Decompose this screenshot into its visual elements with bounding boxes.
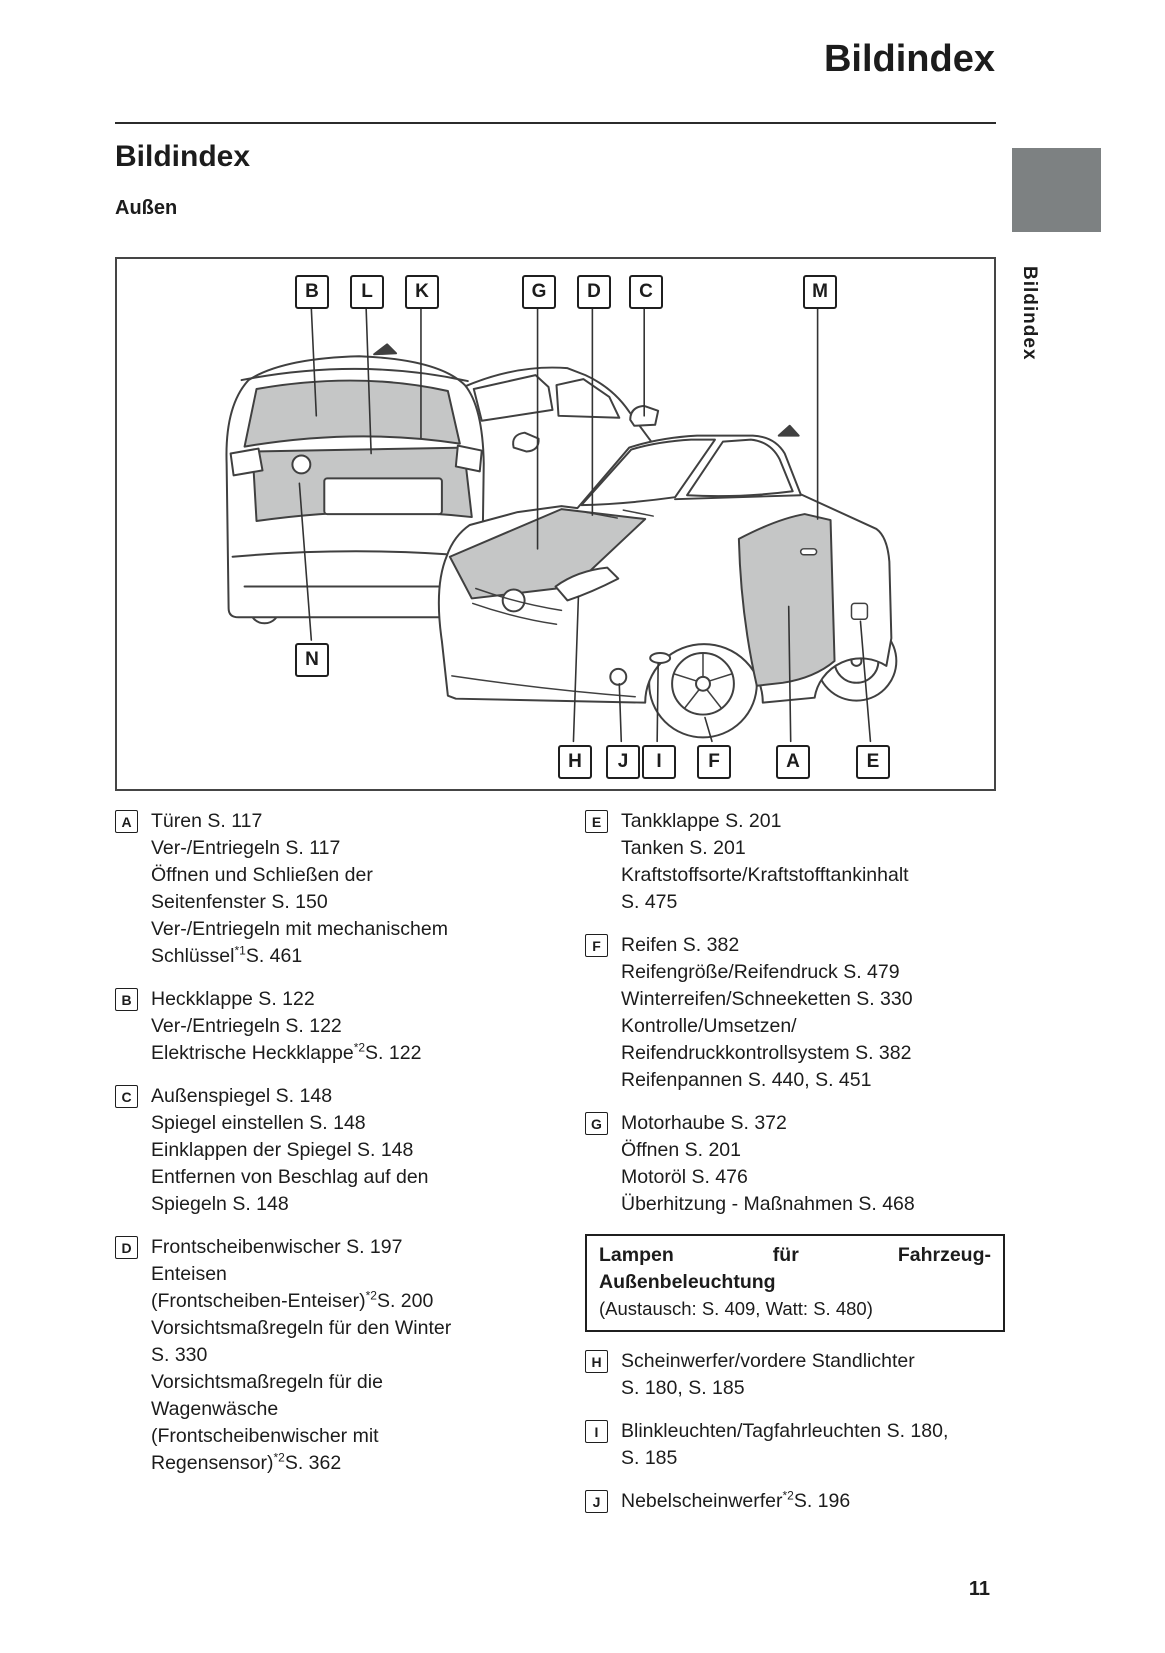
legend-line: Motoröl S. 476 <box>621 1166 748 1188</box>
diagram-callout: E <box>856 745 890 779</box>
diagram-callout: F <box>697 745 731 779</box>
legend-line: Vorsichtsmaßregeln für die <box>151 1371 383 1393</box>
diagram-callout: C <box>629 275 663 309</box>
legend-right-top <box>585 808 1005 1218</box>
legend-line: Reifen S. 382 <box>621 934 740 956</box>
legend-line: (Frontscheiben-Enteiser)$^{*2}$S. 200 <box>151 1288 434 1312</box>
diagram-callout: J <box>606 745 640 779</box>
legend-lines <box>151 1083 429 1218</box>
legend-lines <box>621 1110 915 1218</box>
legend-line: Kraftstoffsorte/Kraftstofftankinhalt <box>621 864 909 886</box>
lamp-info-box <box>585 1234 1005 1332</box>
legend-line: Vorsichtsmaßregeln für den Winter <box>151 1317 452 1339</box>
legend-key: I <box>585 1420 608 1443</box>
legend-line: Außenspiegel S. 148 <box>151 1085 333 1107</box>
legend-line: Reifendruckkontrollsystem S. 382 <box>621 1042 912 1064</box>
legend-entry <box>585 1110 1005 1218</box>
diagram-callout: B <box>295 275 329 309</box>
diagram-callout: A <box>776 745 810 779</box>
section-title: Bildindex <box>115 140 251 173</box>
legend-line: Enteisen <box>151 1263 227 1285</box>
legend-key: F <box>585 934 608 957</box>
legend-lines <box>621 1348 915 1402</box>
legend-line: Seitenfenster S. 150 <box>151 891 328 913</box>
legend-entry <box>115 986 577 1067</box>
car-illustration <box>117 259 994 789</box>
diagram-callout: H <box>558 745 592 779</box>
exterior-diagram <box>115 257 996 791</box>
lamp-box-title <box>599 1242 991 1269</box>
lamp-box-title-line2: Außenbeleuchtung <box>599 1271 776 1293</box>
legend-line: Scheinwerfer/vordere Standlichter <box>621 1350 915 1372</box>
legend-key: C <box>115 1085 138 1108</box>
legend-entry <box>115 1234 577 1477</box>
legend-key: H <box>585 1350 608 1373</box>
legend-line: Kontrolle/Umsetzen/ <box>621 1015 797 1037</box>
legend-lines <box>151 986 421 1067</box>
legend-lines <box>151 1234 451 1477</box>
legend-entry <box>115 1083 577 1218</box>
legend-line: Nebelscheinwerfer$^{*2}$S. 196 <box>621 1488 851 1512</box>
legend-lines <box>621 932 913 1094</box>
legend-key: A <box>115 810 138 833</box>
legend-lines <box>151 808 448 970</box>
legend-entry <box>585 1418 1005 1472</box>
diagram-callout: I <box>642 745 676 779</box>
legend-key: G <box>585 1112 608 1135</box>
legend-line: Spiegeln S. 148 <box>151 1193 289 1215</box>
page-number: 11 <box>968 1578 990 1600</box>
legend-line: Heckklappe S. 122 <box>151 988 315 1010</box>
legend-line: Tanken S. 201 <box>621 837 746 859</box>
legend-lines <box>621 1418 948 1472</box>
legend-key: B <box>115 988 138 1011</box>
legend-key: J <box>585 1490 608 1513</box>
diagram-callout: N <box>295 643 329 677</box>
legend-line: Einklappen der Spiegel S. 148 <box>151 1139 414 1161</box>
header-rule <box>115 122 996 124</box>
legend-line: S. 185 <box>621 1447 678 1469</box>
legend-line: Ver-/Entriegeln S. 117 <box>151 837 341 859</box>
diagram-callout: D <box>577 275 611 309</box>
side-chapter-label: Bildindex <box>1019 266 1040 361</box>
legend-line: Wagenwäsche <box>151 1398 279 1420</box>
legend-line: Frontscheibenwischer S. 197 <box>151 1236 403 1258</box>
legend-line: Überhitzung - Maßnahmen S. 468 <box>621 1193 915 1215</box>
lamp-title-word: Fahrzeug- <box>897 1244 991 1266</box>
lamp-title-word: Lampen <box>599 1244 674 1266</box>
legend-line: S. 180, S. 185 <box>621 1377 745 1399</box>
legend-entry <box>585 932 1005 1094</box>
legend-line: Ver-/Entriegeln mit mechanischem <box>151 918 448 940</box>
diagram-callout: M <box>803 275 837 309</box>
lamp-box-subtitle: (Austausch: S. 409, Watt: S. 480) <box>599 1298 873 1319</box>
legend-line: Ver-/Entriegeln S. 122 <box>151 1015 342 1037</box>
legend-entry <box>115 808 577 970</box>
legend-lines <box>621 1488 850 1515</box>
legend-line: Winterreifen/Schneeketten S. 330 <box>621 988 913 1010</box>
legend-line: Blinkleuchten/Tagfahrleuchten S. 180, <box>621 1420 949 1442</box>
chapter-tab-marker <box>1012 148 1101 232</box>
legend-line: Reifenpannen S. 440, S. 451 <box>621 1069 872 1091</box>
diagram-callout: L <box>350 275 384 309</box>
legend-line: S. 475 <box>621 891 678 913</box>
legend-line: Schlüssel$^{*1}$S. 461 <box>151 943 303 967</box>
diagram-callout: G <box>522 275 556 309</box>
legend-line: Öffnen S. 201 <box>621 1139 741 1161</box>
legend-key: E <box>585 810 608 833</box>
legend-line: Reifengröße/Reifendruck S. 479 <box>621 961 900 983</box>
legend-line: S. 330 <box>151 1344 208 1366</box>
legend-line: Regensensor)$^{*2}$S. 362 <box>151 1450 342 1474</box>
diagram-callout: K <box>405 275 439 309</box>
legend-line: Motorhaube S. 372 <box>621 1112 787 1134</box>
legend-line: Tankklappe S. 201 <box>621 810 782 832</box>
legend-entry <box>585 808 1005 916</box>
legend-line: Elektrische Heckklappe$^{*2}$S. 122 <box>151 1040 422 1064</box>
legend-line: Entfernen von Beschlag auf den <box>151 1166 429 1188</box>
legend-entry <box>585 1348 1005 1402</box>
legend-lines <box>621 808 909 916</box>
legend-entry <box>585 1488 1005 1515</box>
legend-right-column <box>585 808 1005 1515</box>
legend-right-bottom <box>585 1348 1005 1515</box>
legend-line: Öffnen und Schließen der <box>151 864 373 886</box>
page-header-title: Bildindex <box>823 38 995 80</box>
legend-line: Spiegel einstellen S. 148 <box>151 1112 366 1134</box>
legend-left-column <box>115 808 577 1477</box>
subsection-title: Außen <box>115 197 178 219</box>
legend-line: (Frontscheibenwischer mit <box>151 1425 379 1447</box>
legend-line: Türen S. 117 <box>151 810 263 832</box>
legend-key: D <box>115 1236 138 1259</box>
lamp-title-word: für <box>772 1244 799 1266</box>
